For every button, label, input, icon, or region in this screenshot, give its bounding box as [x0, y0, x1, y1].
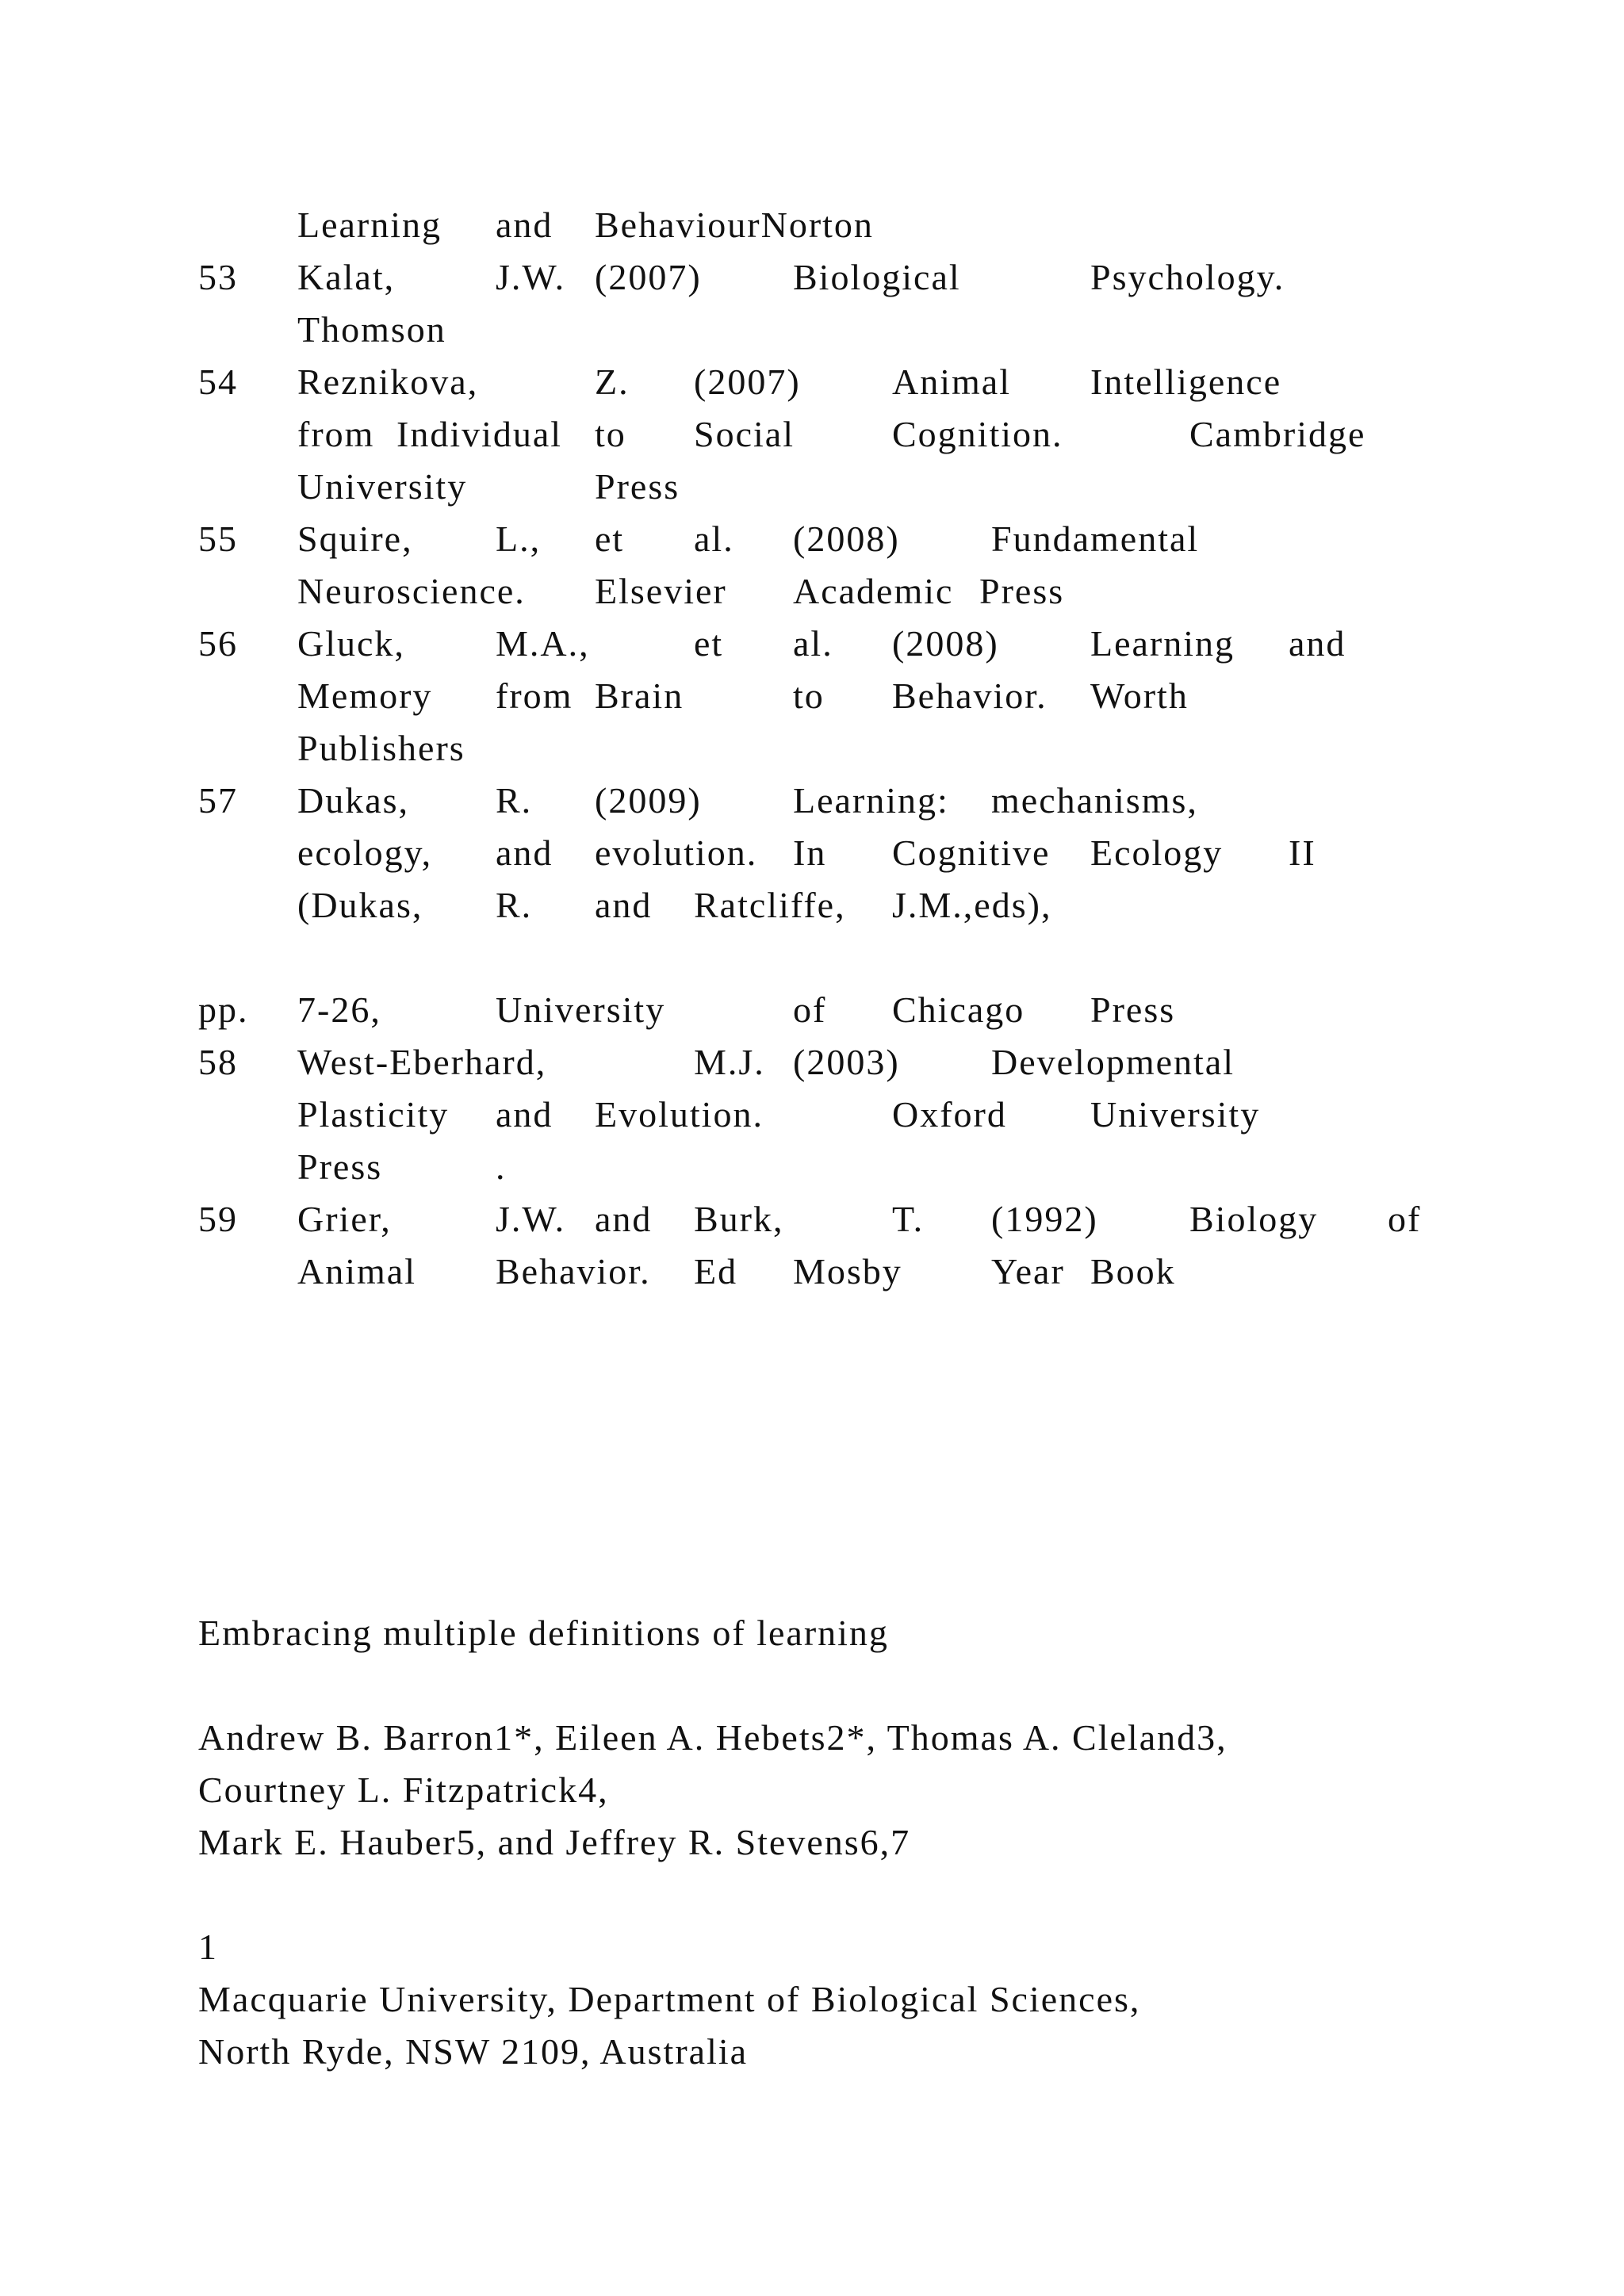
- word: Grier,: [297, 1199, 392, 1239]
- word: Behavior.: [496, 1251, 651, 1292]
- word: and: [1289, 623, 1346, 664]
- word: Cognition.: [892, 414, 1063, 454]
- word: 7-26,: [297, 989, 381, 1030]
- word: Individual: [396, 414, 563, 454]
- word: mechanisms,: [991, 780, 1198, 821]
- word: from: [297, 414, 375, 454]
- word: J.W.: [496, 1199, 566, 1239]
- word: J.W.: [496, 257, 566, 297]
- word: (2003): [793, 1042, 900, 1082]
- word: Cambridge: [1189, 414, 1366, 454]
- word: and: [595, 1199, 653, 1239]
- word: Neuroscience.: [297, 571, 526, 611]
- word: Ed: [694, 1251, 738, 1292]
- word: Social: [694, 414, 795, 454]
- word: Dukas,: [297, 780, 410, 821]
- affiliation-line: Macquarie University, Department of Biological Sciences,: [198, 1979, 1141, 2019]
- word: and: [496, 832, 553, 873]
- word: Press: [595, 466, 680, 507]
- word: evolution.: [595, 832, 758, 873]
- author-list-line: Mark E. Hauber5, and Jeffrey R. Stevens6,7: [198, 1822, 911, 1862]
- word: Behavior.: [892, 675, 1048, 716]
- word: Gluck,: [297, 623, 405, 664]
- word: Learning:: [793, 780, 949, 821]
- reference-number: 55: [198, 519, 238, 559]
- word: al.: [793, 623, 833, 664]
- word: Cognitive: [892, 832, 1051, 873]
- word: R.: [496, 885, 533, 925]
- word: Thomson: [297, 309, 446, 350]
- word: Developmental: [991, 1042, 1235, 1082]
- article-title: Embracing multiple definitions of learning: [198, 1613, 889, 1653]
- word: West-Eberhard,: [297, 1042, 547, 1082]
- word: Brain: [595, 675, 684, 716]
- author-list-line: Andrew B. Barron1*, Eileen A. Hebets2*, Thomas A. Cleland3,: [198, 1717, 1228, 1758]
- word: and: [595, 885, 653, 925]
- reference-number: 56: [198, 623, 238, 664]
- word: University: [1090, 1094, 1261, 1135]
- word: et: [694, 623, 724, 664]
- word: (2007): [694, 362, 801, 402]
- word: pp.: [198, 989, 249, 1030]
- word: Fundamental: [991, 519, 1200, 559]
- word: Squire,: [297, 519, 413, 559]
- word: BehaviourNorton: [595, 205, 874, 245]
- word: ecology,: [297, 832, 433, 873]
- word: Burk,: [694, 1199, 784, 1239]
- word: et: [595, 519, 625, 559]
- word: (2009): [595, 780, 702, 821]
- word: M.A.,: [496, 623, 590, 664]
- word: Reznikova,: [297, 362, 479, 402]
- word: Worth: [1090, 675, 1189, 716]
- word: Chicago: [892, 989, 1025, 1030]
- word: (2007): [595, 257, 702, 297]
- word: J.M.,eds),: [892, 885, 1052, 925]
- word: Press: [1090, 989, 1176, 1030]
- word: R.: [496, 780, 533, 821]
- word: (1992): [991, 1199, 1098, 1239]
- author-list-line: Courtney L. Fitzpatrick4,: [198, 1770, 609, 1810]
- word: M.J.: [694, 1042, 765, 1082]
- word: Intelligence: [1090, 362, 1282, 402]
- word: to: [595, 414, 626, 454]
- word: of: [793, 989, 827, 1030]
- word: to: [793, 675, 825, 716]
- affiliation-line: North Ryde, NSW 2109, Australia: [198, 2031, 749, 2072]
- word: Academic: [793, 571, 954, 611]
- word: (2008): [793, 519, 900, 559]
- word: L.,: [496, 519, 542, 559]
- word: Z.: [595, 362, 630, 402]
- affiliation-number: 1: [198, 1927, 218, 1967]
- word: Learning: [1090, 623, 1235, 664]
- word: University: [297, 466, 468, 507]
- word: T.: [892, 1199, 925, 1239]
- word: Biology: [1189, 1199, 1319, 1239]
- word: Evolution.: [595, 1094, 764, 1135]
- word: al.: [694, 519, 734, 559]
- word: Publishers: [297, 728, 465, 768]
- reference-number: 54: [198, 362, 238, 402]
- word: Press: [297, 1146, 383, 1187]
- word: (Dukas,: [297, 885, 423, 925]
- word: Elsevier: [595, 571, 727, 611]
- word: II: [1289, 832, 1316, 873]
- word: Psychology.: [1090, 257, 1285, 297]
- reference-number: 53: [198, 257, 238, 297]
- reference-number: 58: [198, 1042, 238, 1082]
- word: from: [496, 675, 573, 716]
- word: Oxford: [892, 1094, 1007, 1135]
- word: Press: [979, 571, 1065, 611]
- word: Animal: [297, 1251, 416, 1292]
- word: and: [496, 205, 553, 245]
- word: (2008): [892, 623, 999, 664]
- word: Animal: [892, 362, 1011, 402]
- word: Memory: [297, 675, 433, 716]
- word: Year: [991, 1251, 1065, 1292]
- word: Ratcliffe,: [694, 885, 846, 925]
- word: .: [496, 1146, 507, 1187]
- word: of: [1388, 1199, 1422, 1239]
- word: Learning: [297, 205, 442, 245]
- word: Book: [1090, 1251, 1176, 1292]
- word: Mosby: [793, 1251, 902, 1292]
- word: Kalat,: [297, 257, 396, 297]
- word: Biological: [793, 257, 961, 297]
- word: In: [793, 832, 827, 873]
- reference-number: 57: [198, 780, 238, 821]
- reference-number: 59: [198, 1199, 238, 1239]
- word: Ecology: [1090, 832, 1224, 873]
- word: Plasticity: [297, 1094, 450, 1135]
- word: and: [496, 1094, 553, 1135]
- word: University: [496, 989, 666, 1030]
